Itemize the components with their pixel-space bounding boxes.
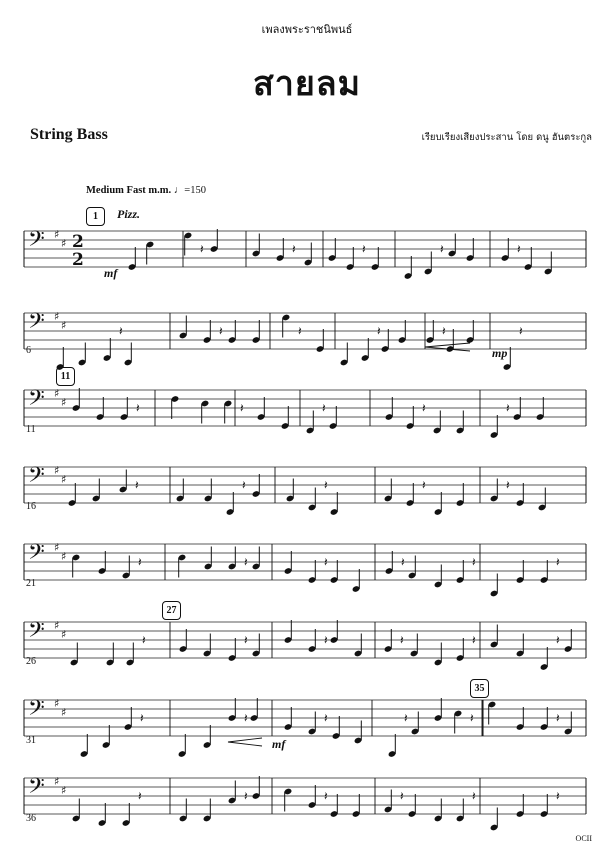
sharp-icon: ♯ <box>61 237 67 250</box>
quarter-rest-icon: 𝄽 <box>240 401 244 415</box>
sharp-icon: ♯ <box>61 706 67 719</box>
quarter-rest-icon: 𝄽 <box>556 555 560 569</box>
bass-clef-icon: 𝄢 <box>28 227 45 257</box>
measure-number: 21 <box>26 578 36 589</box>
sharp-icon: ♯ <box>61 396 67 409</box>
crescendo-hairpin <box>228 738 262 746</box>
quarter-rest-icon: 𝄽 <box>292 242 296 256</box>
quarter-rest-icon: 𝄽 <box>377 324 381 338</box>
sharp-icon: ♯ <box>54 464 60 477</box>
bass-clef-icon: 𝄢 <box>28 309 45 339</box>
bass-clef-icon: 𝄢 <box>28 696 45 726</box>
instrument-name: String Bass <box>30 126 108 143</box>
quarter-rest-icon: 𝄽 <box>517 242 521 256</box>
sharp-icon: ♯ <box>54 310 60 323</box>
quarter-rest-icon: 𝄽 <box>404 711 408 725</box>
quarter-rest-icon: 𝄽 <box>119 324 123 338</box>
staff-system <box>24 774 586 831</box>
staff-system <box>24 227 586 280</box>
quarter-rest-icon: 𝄽 <box>138 555 142 569</box>
quarter-rest-icon: 𝄽 <box>400 789 404 803</box>
sharp-icon: ♯ <box>54 775 60 788</box>
rehearsal-mark-35: 35 <box>470 679 489 698</box>
bass-clef-icon: 𝄢 <box>28 540 45 570</box>
quarter-rest-icon: 𝄽 <box>244 633 248 647</box>
quarter-rest-icon: 𝄽 <box>442 324 446 338</box>
bass-clef-icon: 𝄢 <box>28 618 45 648</box>
quarter-rest-icon: 𝄽 <box>440 242 444 256</box>
tempo-value: =150 <box>184 185 206 196</box>
quarter-rest-icon: 𝄽 <box>219 324 223 338</box>
measure-number: 36 <box>26 813 36 824</box>
quarter-rest-icon: 𝄽 <box>472 633 476 647</box>
quarter-rest-icon: 𝄽 <box>244 711 248 725</box>
sharp-icon: ♯ <box>61 784 67 797</box>
quarter-rest-icon: 𝄽 <box>244 555 248 569</box>
measure-number: 26 <box>26 656 36 667</box>
quarter-rest-icon: 𝄽 <box>242 478 246 492</box>
quarter-rest-icon: 𝄽 <box>140 711 144 725</box>
quarter-rest-icon: 𝄽 <box>470 711 474 725</box>
sharp-icon: ♯ <box>61 550 67 563</box>
quarter-rest-icon: 𝄽 <box>506 401 510 415</box>
sharp-icon: ♯ <box>61 628 67 641</box>
arranger-credit: เรียบเรียงเสียงประสาน โดย ดนู ฮันตระกูล <box>421 132 592 143</box>
quarter-rest-icon: 𝄽 <box>324 789 328 803</box>
dynamic-mf-2: mf <box>272 737 286 751</box>
quarter-rest-icon: 𝄽 <box>136 401 140 415</box>
measure-number: 31 <box>26 735 36 746</box>
quarter-rest-icon: 𝄽 <box>556 633 560 647</box>
quarter-rest-icon: 𝄽 <box>362 242 366 256</box>
quarter-rest-icon: 𝄽 <box>472 789 476 803</box>
dynamic-mf: mf <box>104 266 118 280</box>
quarter-rest-icon: 𝄽 <box>422 401 426 415</box>
quarter-rest-icon: 𝄽 <box>556 711 560 725</box>
quarter-rest-icon: 𝄽 <box>200 242 204 256</box>
quarter-rest-icon: 𝄽 <box>506 478 510 492</box>
quarter-rest-icon: 𝄽 <box>324 478 328 492</box>
sharp-icon: ♯ <box>54 619 60 632</box>
rehearsal-mark-11: 11 <box>56 367 75 386</box>
quarter-rest-icon: 𝄽 <box>556 789 560 803</box>
page-subtitle: เพลงพระราชนิพนธ์ <box>261 23 353 36</box>
page-footer-code: OCII <box>575 834 592 843</box>
staff-system <box>24 540 586 597</box>
rehearsal-mark-1: 1 <box>86 207 105 226</box>
quarter-rest-icon: 𝄽 <box>422 478 426 492</box>
measure-number: 16 <box>26 501 36 512</box>
staff-system <box>24 696 586 758</box>
quarter-rest-icon: 𝄽 <box>324 711 328 725</box>
dynamic-mp: mp <box>492 346 508 360</box>
tempo-note-icon: ♩ <box>173 185 185 196</box>
bass-clef-icon: 𝄢 <box>28 463 45 493</box>
quarter-rest-icon: 𝄽 <box>400 633 404 647</box>
rehearsal-mark-27: 27 <box>162 601 181 620</box>
pizz-marking: Pizz. <box>117 207 141 221</box>
sharp-icon: ♯ <box>54 228 60 241</box>
time-signature: 2 <box>72 232 84 252</box>
quarter-rest-icon: 𝄽 <box>298 324 302 338</box>
sharp-icon: ♯ <box>61 319 67 332</box>
quarter-rest-icon: 𝄽 <box>324 633 328 647</box>
tempo-text: Medium Fast m.m. <box>86 185 172 196</box>
quarter-rest-icon: 𝄽 <box>138 789 142 803</box>
quarter-rest-icon: 𝄽 <box>142 633 146 647</box>
measure-number: 6 <box>26 345 31 356</box>
quarter-rest-icon: 𝄽 <box>519 324 523 338</box>
quarter-rest-icon: 𝄽 <box>322 401 326 415</box>
quarter-rest-icon: 𝄽 <box>472 555 476 569</box>
quarter-rest-icon: 𝄽 <box>401 555 405 569</box>
measure-number: 11 <box>26 424 36 435</box>
sharp-icon: ♯ <box>54 697 60 710</box>
staff-system <box>24 386 586 439</box>
time-signature: 2 <box>72 250 84 270</box>
bass-clef-icon: 𝄢 <box>28 774 45 804</box>
bass-clef-icon: 𝄢 <box>28 386 45 416</box>
sharp-icon: ♯ <box>54 387 60 400</box>
staff-system <box>24 463 586 516</box>
page-title: สายลม <box>252 64 361 104</box>
sharp-icon: ♯ <box>54 541 60 554</box>
quarter-rest-icon: 𝄽 <box>135 478 139 492</box>
quarter-rest-icon: 𝄽 <box>244 789 248 803</box>
sharp-icon: ♯ <box>61 473 67 486</box>
staff-system <box>24 309 586 371</box>
quarter-rest-icon: 𝄽 <box>324 555 328 569</box>
staff-system <box>24 618 586 671</box>
